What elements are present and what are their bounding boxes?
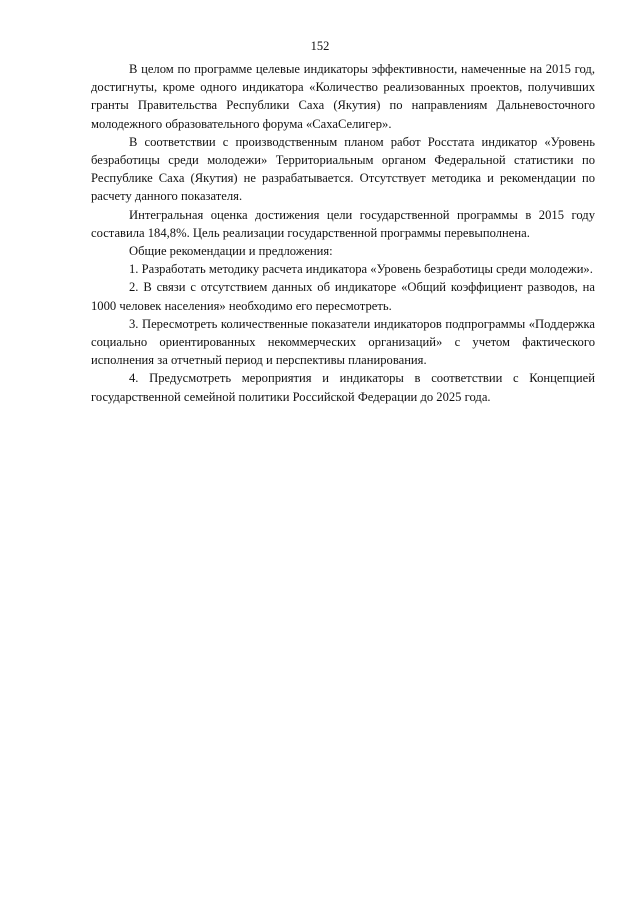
recommendation-item-1: 1. Разработать методику расчета индикатора «Уровень безработицы среди молодежи».	[129, 262, 593, 277]
paragraph-indicators-summary: В целом по программе целевые индикаторы эффективности, намеченные на 2015 год, достигнуты, кроме одного индикатора «Количество реализованных проектов, получивших гранты Правительства Республики Саха (Якутия) по направлениям Дальневосточного молодежного образовательного форума «СахаСелигер».	[91, 62, 595, 131]
recommendation-item-2: 2. В связи с отсутствием данных об индикаторе «Общий коэффициент разводов, на 1000 человек населения» необходимо его пересмотреть.	[91, 280, 595, 313]
document-body	[91, 60, 595, 406]
paragraph-rosstat-plan: В соответствии с производственным планом работ Росстата индикатор «Уровень безработицы среди молодежи» Территориальным органом Федеральной статистики по Республике Саха (Якутия) не разрабатывается. Отсутствует методика и рекомендации по расчету данного показателя.	[91, 134, 595, 204]
recommendation-item-4: 4. Предусмотреть мероприятия и индикаторы в соответствии с Концепцией государственной семейной политики Российской Федерации до 2025 года.	[91, 371, 595, 404]
paragraph-recommendations-heading: Общие рекомендации и предложения:	[129, 244, 333, 259]
paragraph-integral-assessment: Интегральная оценка достижения цели государственной программы в 2015 году составила 184,8%. Цель реализации государственной программы перевыполнена.	[91, 207, 595, 240]
recommendation-item-3: 3. Пересмотреть количественные показатели индикаторов подпрограммы «Поддержка социально ориентированных некоммерческих организаций» с учетом фактического исполнения за отчетный период и перспективы планирования.	[91, 316, 595, 368]
page-number: 152	[310, 39, 330, 53]
